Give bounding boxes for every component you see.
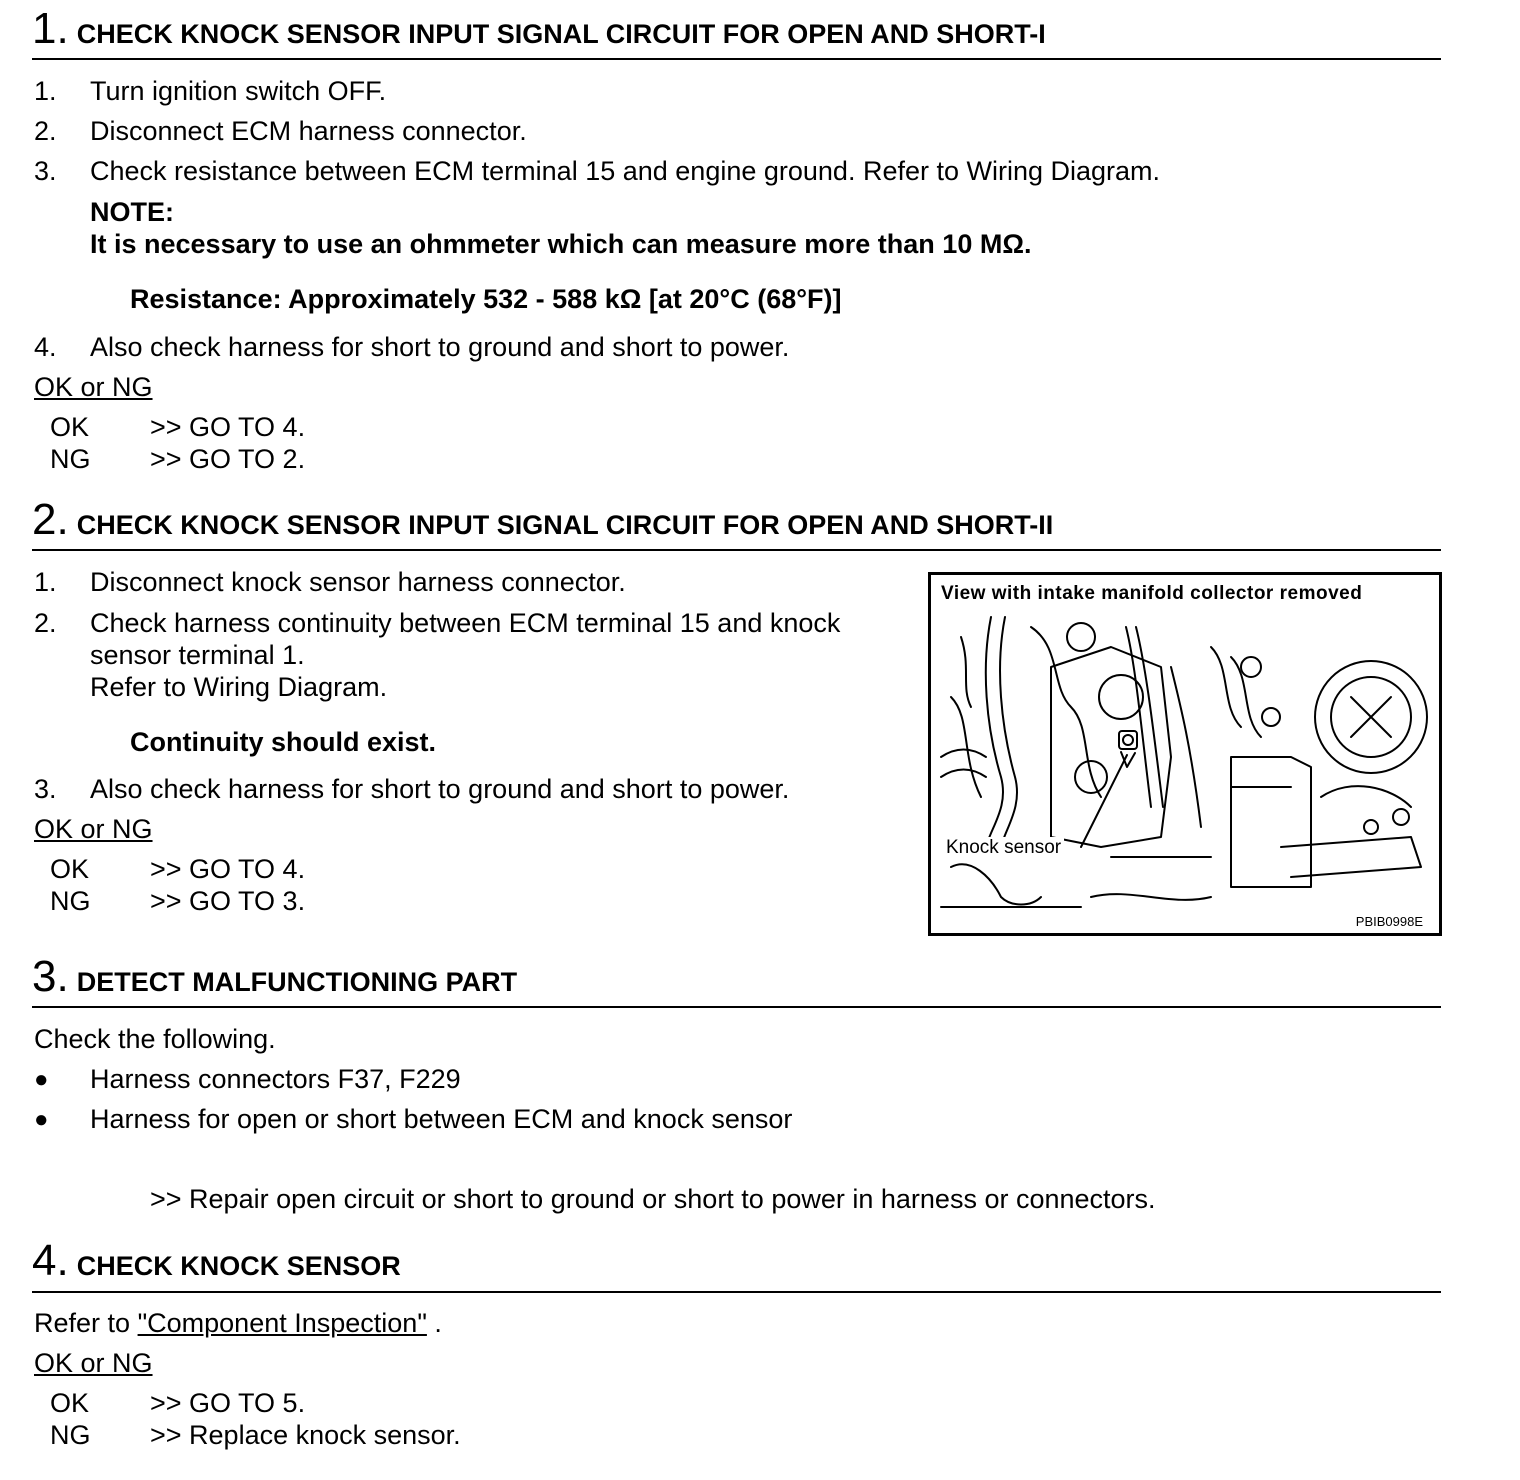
bullet-item: Harness connectors F37, F229	[90, 1064, 461, 1094]
resistance-spec: Resistance: Approximately 532 - 588 kΩ [at 20°C (68°F)]	[130, 284, 842, 314]
ok-or-ng-label: OK or NG	[34, 1348, 153, 1378]
component-inspection-link[interactable]: "Component Inspection"	[137, 1308, 427, 1338]
section-number: 1.	[32, 4, 69, 53]
result-action: >> GO TO 4.	[150, 854, 306, 884]
step-text: Disconnect ECM harness connector.	[90, 116, 527, 146]
repair-action: >> Repair open circuit or short to ground or short to power in harness or connectors.	[150, 1184, 1156, 1214]
section-number: 3.	[32, 952, 69, 1001]
section-title: CHECK KNOCK SENSOR INPUT SIGNAL CIRCUIT FOR OPEN AND SHORT-I	[76, 19, 1046, 49]
result-code: NG	[50, 1420, 91, 1450]
step-number: 2.	[34, 116, 57, 146]
result-code: OK	[50, 1388, 90, 1418]
section-3-header	[32, 954, 517, 1000]
result-code: NG	[50, 444, 91, 474]
step-text-line: Check harness continuity between ECM terminal 15 and knock	[90, 608, 841, 638]
result-action: >> GO TO 2.	[150, 444, 306, 474]
step-number: 1.	[34, 567, 57, 597]
section-title: CHECK KNOCK SENSOR INPUT SIGNAL CIRCUIT FOR OPEN AND SHORT-II	[76, 510, 1054, 540]
section-number: 2.	[32, 495, 69, 544]
result-action: >> GO TO 3.	[150, 886, 306, 916]
refer-prefix: Refer to	[34, 1308, 131, 1338]
ok-or-ng-label: OK or NG	[34, 372, 153, 402]
step-text-line: Refer to Wiring Diagram.	[90, 672, 388, 702]
step-number: 4.	[34, 332, 57, 362]
step-text-line: sensor terminal 1.	[90, 640, 305, 670]
result-code: OK	[50, 854, 90, 884]
bullet-icon: ●	[34, 1066, 49, 1093]
bullet-item: Harness for open or short between ECM and knock sensor	[90, 1104, 793, 1134]
section-title: CHECK KNOCK SENSOR	[76, 1251, 401, 1281]
section-divider	[32, 1291, 1441, 1293]
section-title: DETECT MALFUNCTIONING PART	[76, 967, 518, 997]
step-number: 3.	[34, 156, 57, 186]
result-code: NG	[50, 886, 91, 916]
step-text: Also check harness for short to ground and short to power.	[90, 332, 790, 362]
section-number: 4.	[32, 1236, 69, 1285]
section-2-header	[32, 497, 1053, 543]
refer-suffix: .	[434, 1308, 442, 1338]
refer-line	[34, 1307, 442, 1339]
step-text: Check resistance between ECM terminal 15 and engine ground. Refer to Wiring Diagram.	[90, 156, 1161, 186]
step-number: 2.	[34, 608, 57, 638]
ok-or-ng-label: OK or NG	[34, 814, 153, 844]
step-text: Turn ignition switch OFF.	[90, 76, 387, 106]
note-text: It is necessary to use an ohmmeter which can measure more than 10 MΩ.	[90, 229, 1032, 259]
result-action: >> GO TO 5.	[150, 1388, 306, 1418]
figure-code: PBIB0998E	[1355, 914, 1423, 929]
step-text: Also check harness for short to ground and short to power.	[90, 774, 790, 804]
step-number: 3.	[34, 774, 57, 804]
step-text: Disconnect knock sensor harness connector.	[90, 567, 626, 597]
section-1-header	[32, 6, 1046, 52]
section-4-header	[32, 1238, 401, 1284]
check-intro: Check the following.	[34, 1024, 276, 1054]
step-number: 1.	[34, 76, 57, 106]
engine-illustration	[931, 607, 1439, 933]
bullet-icon: ●	[34, 1106, 49, 1133]
result-action: >> GO TO 4.	[150, 412, 306, 442]
knock-sensor-label: Knock sensor	[943, 837, 1064, 859]
result-code: OK	[50, 412, 90, 442]
result-action: >> Replace knock sensor.	[150, 1420, 461, 1450]
section-divider	[32, 1006, 1441, 1008]
continuity-spec: Continuity should exist.	[130, 727, 437, 757]
section-divider	[32, 58, 1441, 60]
note-label: NOTE:	[90, 197, 174, 227]
knock-sensor-figure	[928, 572, 1442, 936]
figure-caption: View with intake manifold collector removed	[941, 583, 1363, 604]
section-divider	[32, 549, 1441, 551]
